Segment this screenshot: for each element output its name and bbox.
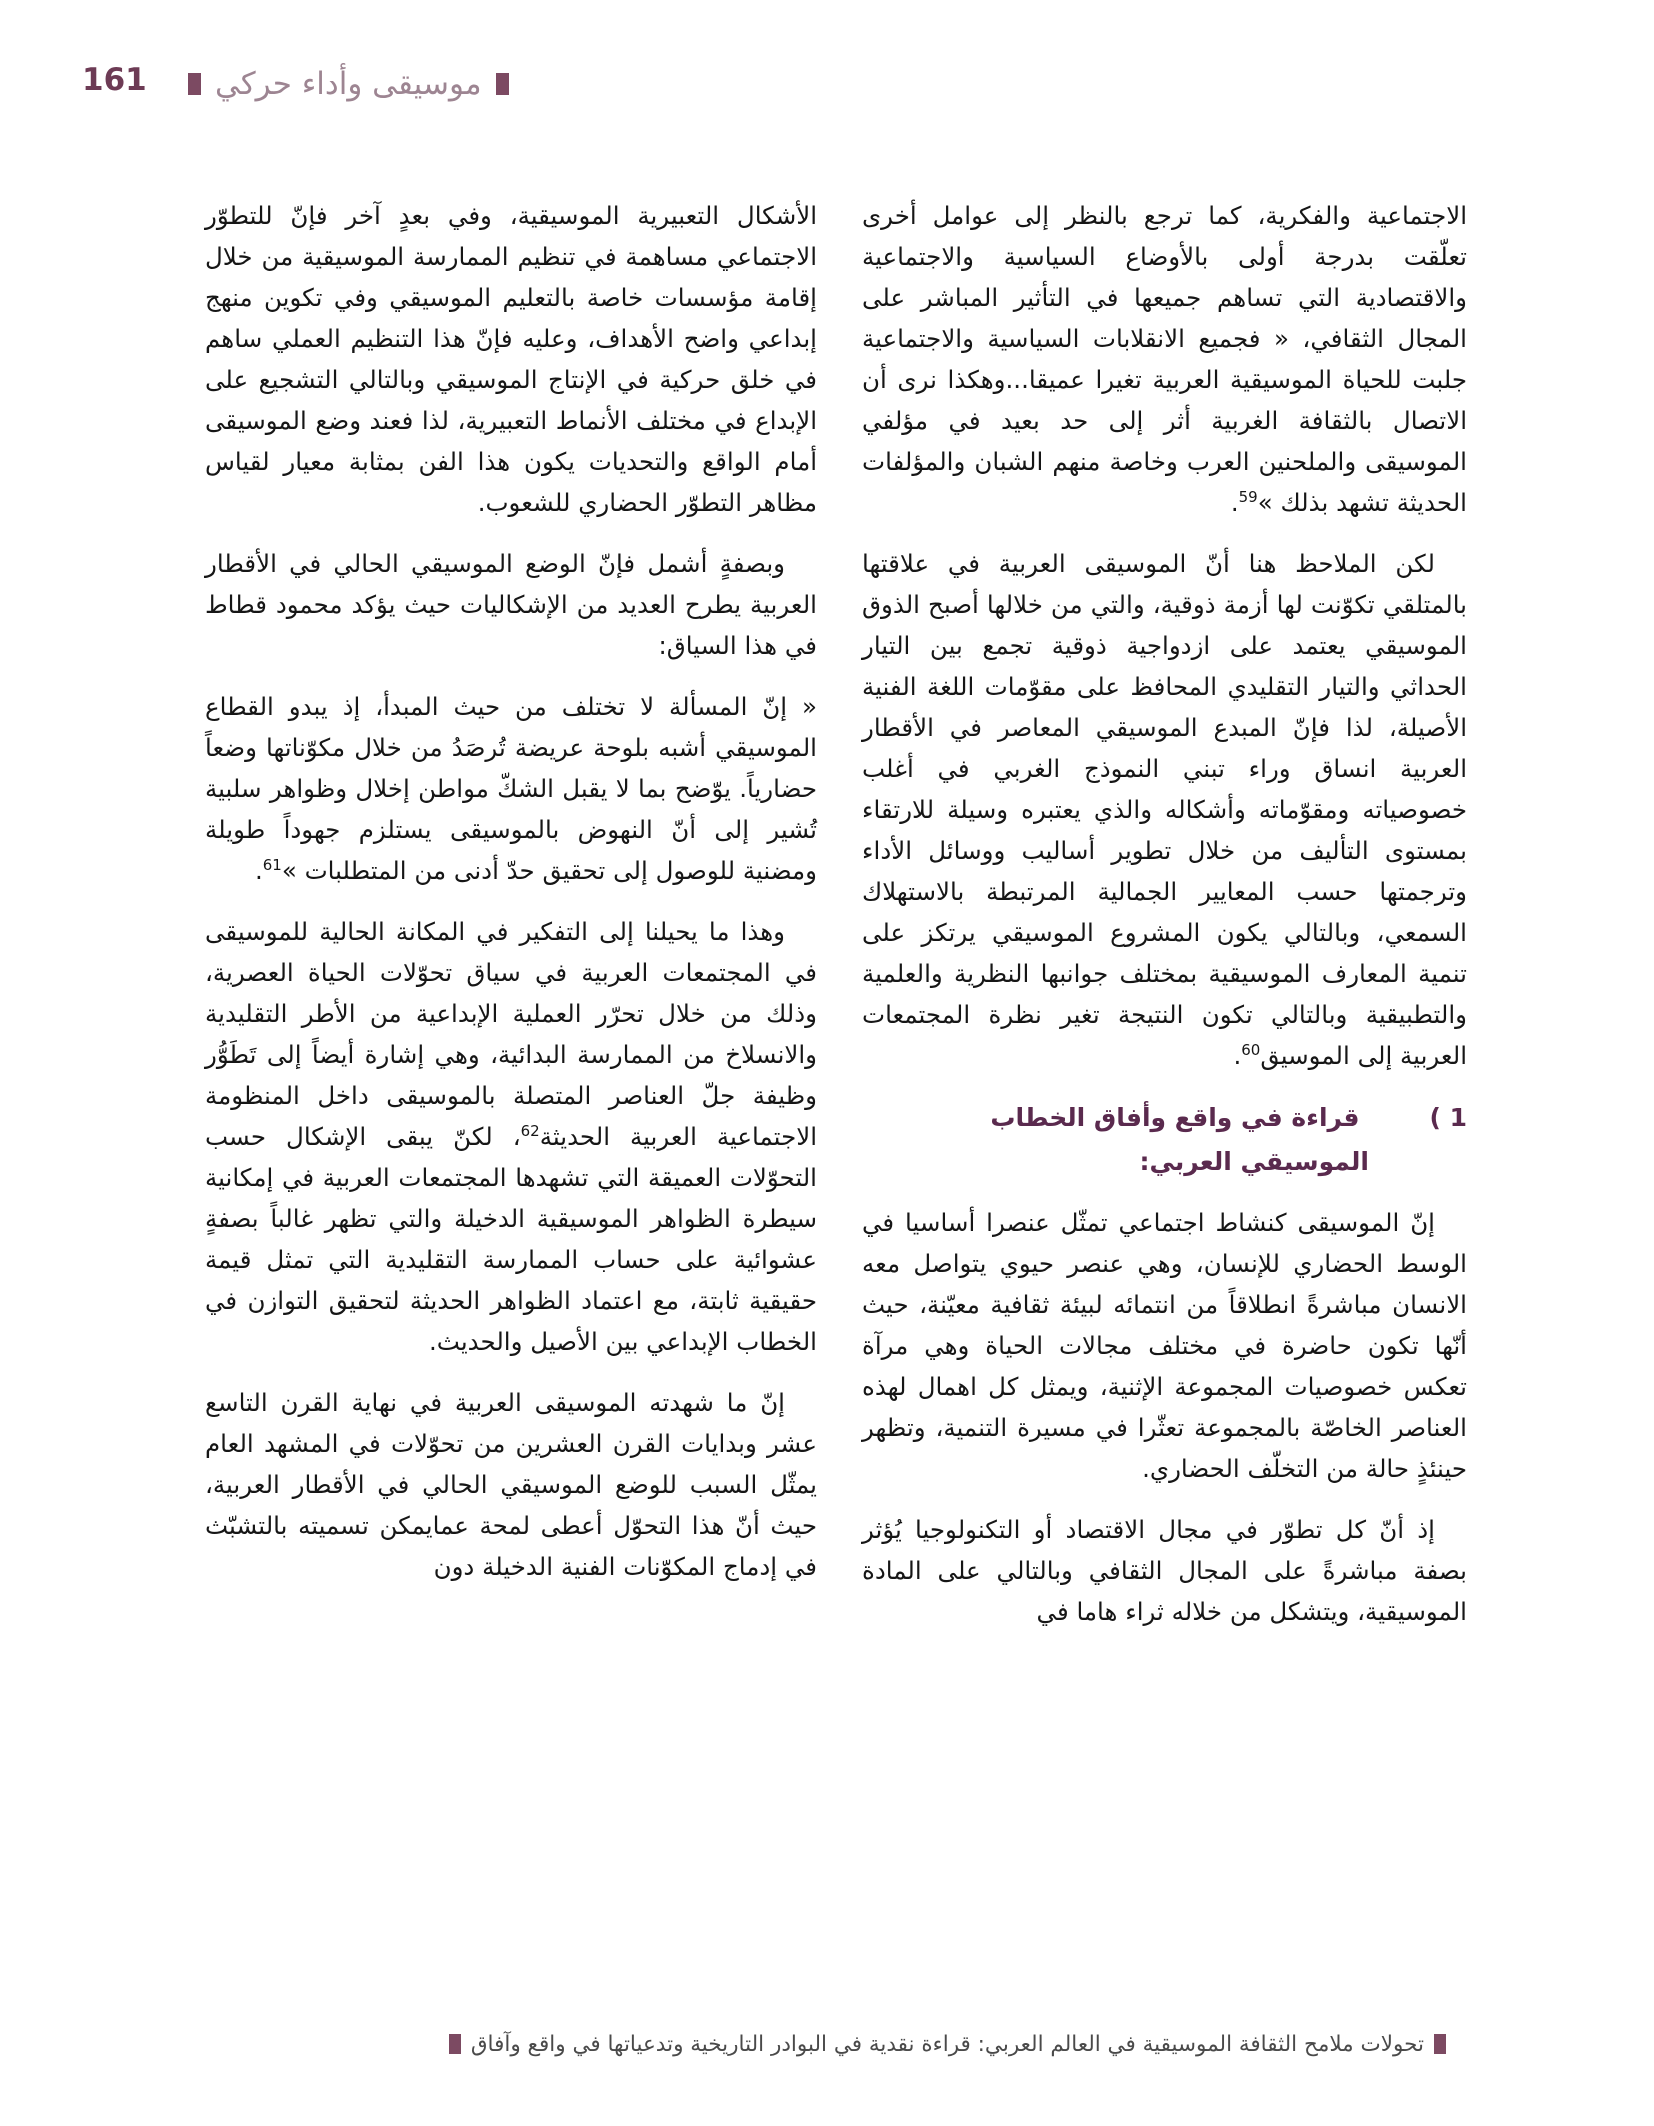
paragraph-text: الاجتماعية والفكرية، كما ترجع بالنظر إلى عوامل أخرى تعلّقت بدرجة أولى بالأوضاع السياسية والاجتماعية والاقتصادية التي تساهم جميعها في التأثير المباشر على المجال الثقافي، « فجميع الانقلابات السياسية والاجتماعية جلبت للحياة الموسيقية العربية تغيرا عميقا...وهكذا نرى أن الاتصال بالثقافة الغربية أثر إلى حد بعيد في مؤلفي الموسيقى والملحنين العرب وخاصة منهم الشبان والمؤلفات الحديثة تشهد بذلك » [862,201,1467,517]
paragraph: إنّ ما شهدته الموسيقى العربية في نهاية القرن التاسع عشر وبدايات القرن العشرين من تحوّلات في المشهد العام يمثّل السبب للوضع الموسيقي الحالي في الأقطار العربية، حيث أنّ هذا التحوّل أعطى لمحة عمايمكن تسميته بالتشبّث في إدماج المكوّنات الفنية الدخيلة دون [205,1388,817,1581]
section-title-line1: قراءة في واقع وأفاق الخطاب [990,1103,1360,1132]
footnote-ref: 62 [520,1121,540,1140]
footnote-ref: 61 [262,855,282,874]
section-heading [862,1096,1467,1184]
paragraph: الاجتماعية والفكرية، كما ترجع بالنظر إلى عوامل أخرى تعلّقت بدرجة أولى بالأوضاع السياسية والاجتماعية والاقتصادية التي تساهم جميعها في التأثير المباشر على المجال الثقافي، « فجميع الانقلابات السياسية والاجتماعية جلبت للحياة الموسيقية العربية تغيرا عميقا...وهكذا نرى أن الاتصال بالثقافة الغربية أثر إلى حد بعيد في مؤلفي الموسيقى والملحنين العرب وخاصة منهم الشبان والمؤلفات الحديثة تشهد بذلك »$^{59}$. [862,201,1467,517]
footnote-ref: 59 [1238,487,1258,506]
footer-running-title: تحولات ملامح الثقافة الموسيقية في العالم العربي: قراءة نقدية في البوادر التاريخية وتدعياتها في واقع وآفاق [470,2031,1424,2057]
square-bullet-icon [449,2034,461,2054]
paragraph: لكن الملاحظ هنا أنّ الموسيقى العربية في علاقتها بالمتلقي تكوّنت لها أزمة ذوقية، والتي من خلالها أصبح الذوق الموسيقي يعتمد على ازدواجية ذوقية تجمع بين التيار الحداثي والتيار التقليدي المحافظ على مقوّمات اللغة الفنية الأصيلة، لذا فإنّ المبدع الموسيقي المعاصر في الأقطار العربية انساق وراء تبني النموذج الغربي في أغلب خصوصياته ومقوّماته وأشكاله والذي يعتبره وسيلة للارتقاء بمستوى التأليف من خلال تطوير أساليب ووسائل الأداء وترجمتها حسب المعايير الجمالية المرتبطة بالاستهلاك السمعي، وبالتالي يكون المشروع الموسيقي يرتكز على تنمية المعارف الموسيقية بمختلف جوانبها النظرية والعلمية والتطبيقية وبالتالي تكون النتيجة تغير نظرة المجتمعات العربية إلى الموسيق$^{60}$. [862,549,1467,1070]
paragraph: إذ أنّ كل تطوّر في مجال الاقتصاد أو التكنولوجيا يُؤثر بصفة مباشرةً على المجال الثقافي وبالتالي على المادة الموسيقية، ويتشكل من خلاله ثراء هاما في [862,1515,1467,1626]
running-title: موسيقى وأداء حركي [215,66,482,102]
right-column [862,195,1467,1652]
running-title-block [188,66,509,102]
paragraph-text: وهذا ما يحيلنا إلى التفكير في المكانة الحالية للموسيقى في المجتمعات العربية في سياق تحوّلات الحياة العصرية، وذلك من خلال تحرّر العملية الإبداعية من الأطر التقليدية والانسلاخ من الممارسة البدائية، وهي إشارة أيضاً إلى تَطَوُّر وظيفة جلّ العناصر المتصلة بالموسيقى داخل المنظومة الاجتماعية العربية الحديثة [205,917,817,1151]
page-number: 161 [82,62,147,98]
square-bullet-icon [1434,2034,1446,2054]
square-bullet-icon [188,73,201,95]
section-title-line2: الموسيقي العربي: [1139,1147,1369,1176]
quote-text: « إنّ المسألة لا تختلف من حيث المبدأ، إذ يبدو القطاع الموسيقي أشبه بلوحة عريضة تُرصَدُ من خلال مكوّناتها وضعاً حضارياً. يوّضح بما لا يقبل الشكّ مواطن إخلال وظواهر سلبية تُشير إلى أنّ النهوض بالموسيقى يستلزم جهوداً طويلة ومضنية للوصول إلى تحقيق حدّ أدنى من المتطلبات » [205,692,817,885]
page-footer [190,2024,1446,2064]
page-header [70,62,1584,112]
section-number: 1 ) [1429,1103,1467,1132]
paragraph: إنّ الموسيقى كنشاط اجتماعي تمثّل عنصرا أساسيا في الوسط الحضاري للإنسان، وهي عنصر حيوي يتواصل معه الانسان مباشرةً انطلاقاً من انتمائه لبيئة ثقافية معيّنة، حيث أنّها تكون حاضرة في مختلف مجالات الحياة وهي مرآة تعكس خصوصيات المجموعة الإثنية، ويمثل كل اهمال لهذه العناصر الخاصّة بالمجموعة تعثّرا في مسيرة التنمية، وتظهر حينئذٍ حالة من التخلّف الحضاري. [862,1208,1467,1483]
paragraph-text: لكن الملاحظ هنا أنّ الموسيقى العربية في علاقتها بالمتلقي تكوّنت لها أزمة ذوقية، والتي من خلالها أصبح الذوق الموسيقي يعتمد على ازدواجية ذوقية تجمع بين التيار الحداثي والتيار التقليدي المحافظ على مقوّمات اللغة الفنية الأصيلة، لذا فإنّ المبدع الموسيقي المعاصر في الأقطار العربية انساق وراء تبني النموذج الغربي في أغلب خصوصياته ومقوّماته وأشكاله والذي يعتبره وسيلة للارتقاء بمستوى التأليف من خلال تطوير أساليب ووسائل الأداء وترجمتها حسب المعايير الجمالية المرتبطة بالاستهلاك السمعي، وبالتالي يكون المشروع الموسيقي يرتكز على تنمية المعارف الموسيقية بمختلف جوانبها النظرية والعلمية والتطبيقية وبالتالي تكون النتيجة تغير نظرة المجتمعات العربية إلى الموسيق [862,549,1467,1070]
paragraph: وبصفةٍ أشمل فإنّ الوضع الموسيقي الحالي في الأقطار العربية يطرح العديد من الإشكاليات حيث يؤكد محمود قطاط في هذا السياق: [205,549,817,660]
square-bullet-icon [496,73,509,95]
paragraph: الأشكال التعبيرية الموسيقية، وفي بعدٍ آخر فإنّ للتطوّر الاجتماعي مساهمة في تنظيم الممارسة الموسيقية من خلال إقامة مؤسسات خاصة بالتعليم الموسيقي وفي تكوين منهج إبداعي واضح الأهداف، وعليه فإنّ هذا التنظيم العملي ساهم في خلق حركية في الإنتاج الموسيقي وبالتالي التشجيع على الإبداع في مختلف الأنماط التعبيرية، لذا فعند وضع الموسيقى أمام الواقع والتحديات يكون هذا الفن بمثابة معيار لقياس مظاهر التطوّر الحضاري للشعوب. [205,201,817,517]
block-quote: « إنّ المسألة لا تختلف من حيث المبدأ، إذ يبدو القطاع الموسيقي أشبه بلوحة عريضة تُرصَدُ من خلال مكوّناتها وضعاً حضارياً. يوّضح بما لا يقبل الشكّ مواطن إخلال وظواهر سلبية تُشير إلى أنّ النهوض بالموسيقى يستلزم جهوداً طويلة ومضنية للوصول إلى تحقيق حدّ أدنى من المتطلبات »$^{61}$. [205,692,817,885]
footnote-ref: 60 [1241,1040,1261,1059]
paragraph-text: ، لكنّ يبقى الإشكال حسب التحوّلات العميقة التي تشهدها المجتمعات العربية في إمكانية سيطرة الظواهر الموسيقية الدخيلة والتي تظهر غالباً بصفةٍ عشوائية على حساب الممارسة التقليدية التي تمثل قيمة حقيقية ثابتة، مع اعتماد الظواهر الحديثة لتحقيق التوازن في الخطاب الإبداعي بين الأصيل والحديث. [205,1122,817,1356]
left-column [205,195,817,1607]
paragraph [205,911,817,1362]
